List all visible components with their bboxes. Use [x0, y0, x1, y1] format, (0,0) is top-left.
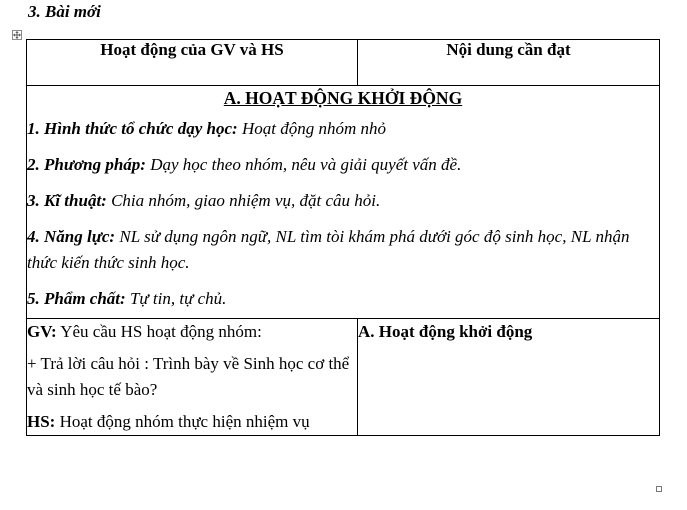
- intro-item-competence: [27, 224, 659, 276]
- intro-row: [27, 86, 660, 319]
- table-move-handle-icon[interactable]: [12, 30, 22, 40]
- intro-item-value: NL sử dụng ngôn ngữ, NL tìm tòi khám phá dưới góc độ sinh học, NL nhận thức kiến thức sinh học.: [27, 227, 630, 272]
- intro-item-quality: [27, 286, 659, 312]
- intro-item-key: 1. Hình thức tổ chức dạy học:: [27, 119, 238, 138]
- header-teacher-student-activities: Hoạt động của GV và HS: [27, 40, 358, 86]
- intro-item-key: 3. Kĩ thuật:: [27, 191, 107, 210]
- intro-cell: [27, 86, 660, 319]
- intro-item-format: [27, 116, 659, 142]
- intro-item-key: 4. Năng lực:: [27, 227, 116, 246]
- table-resize-handle-icon[interactable]: [656, 486, 662, 492]
- lesson-table: [26, 39, 660, 436]
- intro-item-value: Hoạt động nhóm nhỏ: [237, 119, 386, 138]
- intro-item-value: Chia nhóm, giao nhiệm vụ, đặt câu hỏi.: [106, 191, 381, 210]
- intro-item-key: 2. Phương pháp:: [27, 155, 146, 174]
- intro-item-value: Tự tin, tự chủ.: [125, 289, 227, 308]
- intro-title: A. HOẠT ĐỘNG KHỞI ĐỘNG: [223, 88, 463, 108]
- intro-item-method: [27, 152, 659, 178]
- gv-text: Yêu cầu HS hoạt động nhóm:: [56, 322, 262, 341]
- content-heading: A. Hoạt động khởi động: [358, 319, 660, 436]
- table-header-row: [27, 40, 660, 86]
- gv-instruction: [27, 319, 357, 345]
- intro-item-technique: [27, 188, 659, 214]
- hs-label: HS:: [27, 412, 56, 431]
- section-title: 3. Bài mới: [28, 2, 101, 21]
- hs-text: Hoạt động nhóm thực hiện nhiệm vụ: [55, 412, 310, 431]
- activity-cell: [27, 319, 358, 436]
- gv-label: GV:: [27, 322, 57, 341]
- hs-instruction: [27, 409, 357, 435]
- header-required-content: Nội dung cần đạt: [358, 40, 660, 86]
- intro-item-value: Dạy học theo nhóm, nêu và giải quyết vấn đề.: [145, 155, 462, 174]
- task-text: + Trả lời câu hỏi : Trình bày về Sinh học cơ thể và sinh học tế bào?: [27, 354, 350, 399]
- activity-row: [27, 319, 660, 436]
- intro-item-key: 5. Phẩm chất:: [27, 289, 126, 308]
